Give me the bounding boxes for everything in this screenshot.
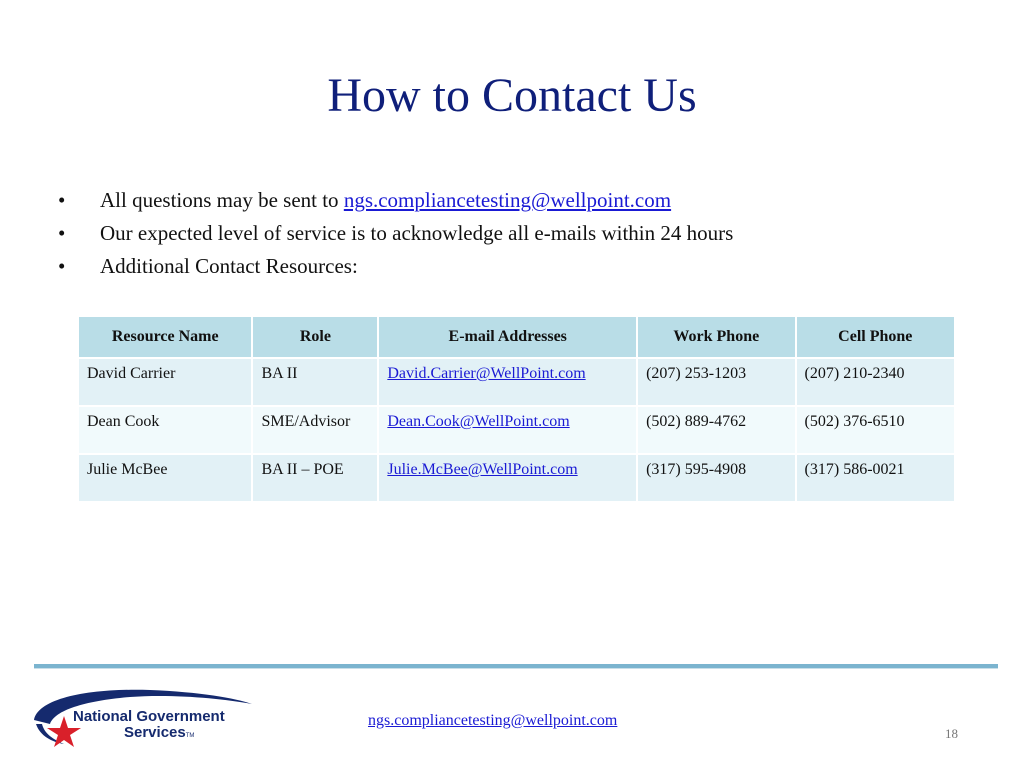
contact-resources-table bbox=[77, 315, 956, 503]
bullet-list bbox=[58, 184, 733, 283]
email-link[interactable]: Julie.McBee@WellPoint.com bbox=[387, 461, 578, 478]
logo-line-2: ServicesTM bbox=[124, 724, 195, 741]
email-link[interactable]: Dean.Cook@WellPoint.com bbox=[387, 413, 570, 430]
bullet-item bbox=[58, 217, 733, 250]
bullet-text: Our expected level of service is to acknowledge all e-mails within 24 hours bbox=[100, 221, 734, 245]
email-cell bbox=[378, 358, 637, 406]
column-header: E-mail Addresses bbox=[378, 316, 637, 358]
footer-divider bbox=[34, 664, 998, 669]
resource-name-cell: Julie McBee bbox=[78, 454, 252, 502]
email-cell bbox=[378, 406, 637, 454]
bullet-icon: • bbox=[58, 188, 66, 212]
table-row bbox=[78, 406, 955, 454]
work-phone-cell: (207) 253-1203 bbox=[637, 358, 795, 406]
bullet-icon: • bbox=[58, 221, 66, 245]
resource-name-cell: Dean Cook bbox=[78, 406, 252, 454]
table-row bbox=[78, 358, 955, 406]
email-link[interactable]: David.Carrier@WellPoint.com bbox=[387, 365, 586, 382]
role-cell: BA II bbox=[252, 358, 378, 406]
work-phone-cell: (317) 595-4908 bbox=[637, 454, 795, 502]
page-number: 18 bbox=[945, 726, 958, 741]
bullet-item bbox=[58, 184, 733, 217]
bullet-icon: • bbox=[58, 254, 66, 278]
email-cell bbox=[378, 454, 637, 502]
column-header: Resource Name bbox=[78, 316, 252, 358]
role-cell: BA II – POE bbox=[252, 454, 378, 502]
contact-email-link[interactable]: ngs.compliancetesting@wellpoint.com bbox=[343, 188, 672, 212]
cell-phone-cell: (502) 376-6510 bbox=[796, 406, 955, 454]
logo-tm: TM bbox=[185, 733, 195, 739]
column-header: Cell Phone bbox=[796, 316, 955, 358]
role-cell: SME/Advisor bbox=[252, 406, 378, 454]
bullet-text: Additional Contact Resources: bbox=[100, 254, 358, 278]
table-row bbox=[78, 454, 955, 502]
cell-phone-cell: (317) 586-0021 bbox=[796, 454, 955, 502]
column-header: Role bbox=[252, 316, 378, 358]
work-phone-cell: (502) 889-4762 bbox=[637, 406, 795, 454]
slide-title: How to Contact Us bbox=[327, 69, 697, 122]
table-header-row bbox=[78, 316, 955, 358]
footer-email-link[interactable]: ngs.compliancetesting@wellpoint.com bbox=[368, 712, 618, 729]
cell-phone-cell: (207) 210-2340 bbox=[796, 358, 955, 406]
resource-name-cell: David Carrier bbox=[78, 358, 252, 406]
column-header: Work Phone bbox=[637, 316, 795, 358]
bullet-item bbox=[58, 250, 733, 283]
bullet-text: All questions may be sent to bbox=[100, 188, 344, 212]
logo-line-1: National Government bbox=[73, 708, 225, 725]
